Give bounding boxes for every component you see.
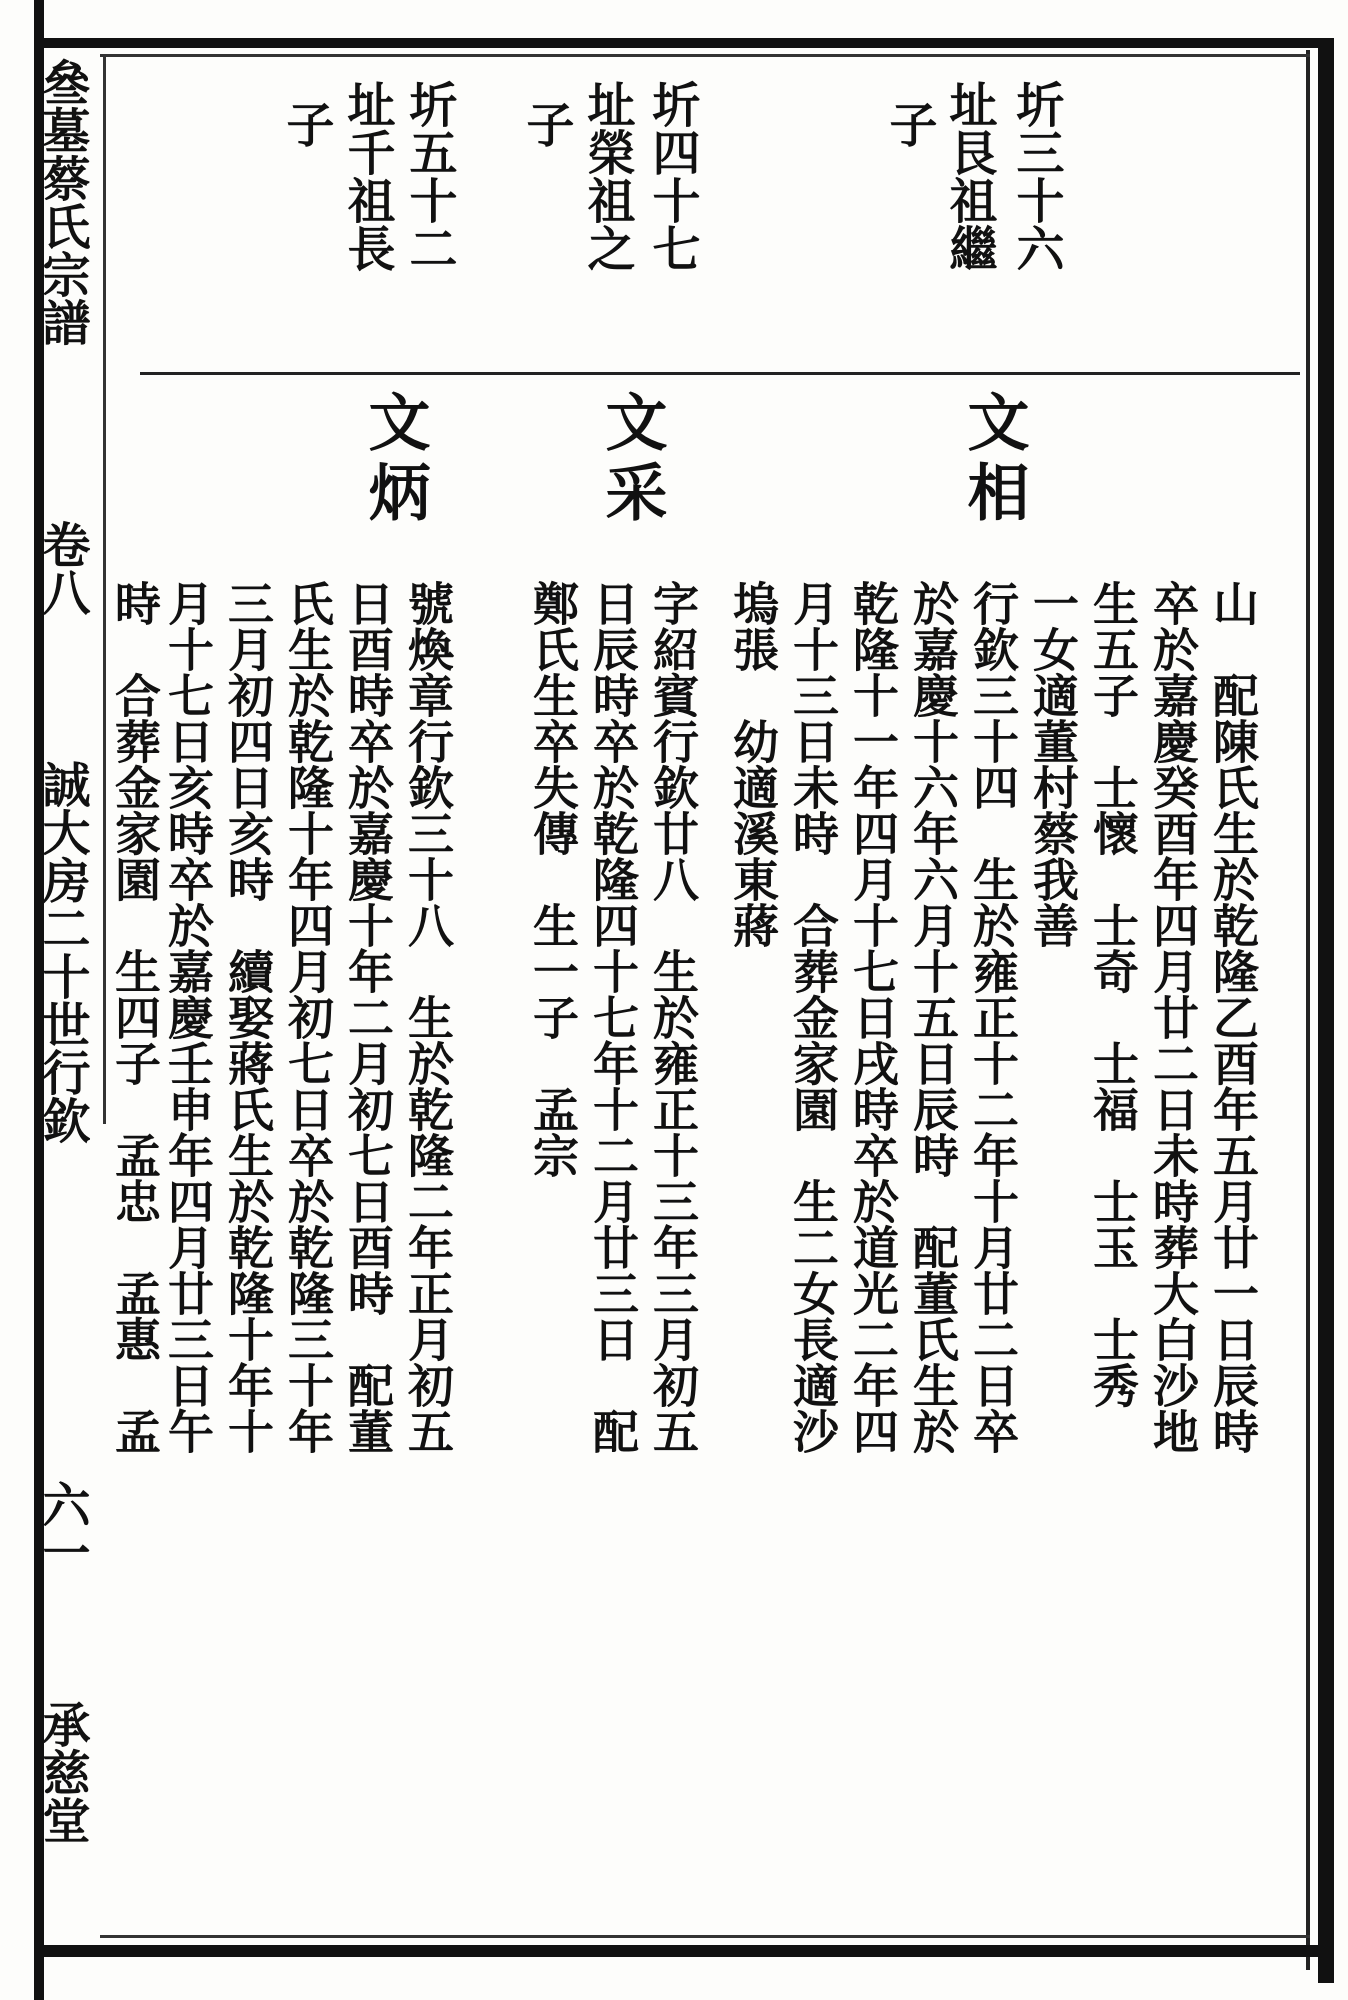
spine-title: 叄墓蔡氏宗譜 xyxy=(34,58,90,346)
entry-line: 生五子 士懷 士奇 士福 士玉 士秀 xyxy=(1086,580,1140,1408)
frame-top-inner-line xyxy=(100,54,1310,57)
spine-page-number: 六一 xyxy=(34,1480,90,1576)
entry-name-wencai: 文采 xyxy=(595,390,668,530)
entry-line: 字紹賓行欽廿八 生於雍正十三年三月初五 xyxy=(646,580,700,1454)
upper-col-7: 圻五十二 xyxy=(401,80,457,272)
frame-bottom-border xyxy=(40,1945,1330,1957)
entry-line: 塢張 幼適溪東蔣 xyxy=(726,580,780,948)
entry-line: 行欽三十四 生於雍正十二年十月廿二日卒 xyxy=(966,580,1020,1454)
entry-line: 於嘉慶十六年六月十五日辰時 配董氏生於 xyxy=(906,580,960,1454)
spine-volume: 卷八 xyxy=(34,520,90,616)
frame-top-border xyxy=(40,38,1330,48)
upper-band-divider xyxy=(140,372,1300,375)
entry-line: 鄭氏生卒失傳 生一子 孟宗 xyxy=(526,580,580,1178)
upper-col-3: 子 xyxy=(881,100,937,148)
entry-line: 號煥章行欽三十八 生於乾隆二年正月初五 xyxy=(401,580,455,1454)
entry-line: 月十七日亥時卒於嘉慶壬申年四月廿三日午 xyxy=(161,580,215,1454)
entry-line: 月十三日未時 合葬金家園 生二女長適沙 xyxy=(786,580,840,1454)
spine-divider xyxy=(103,54,106,1124)
upper-col-9: 子 xyxy=(278,100,334,148)
spine-branch: 誠大房二十世行欽 xyxy=(34,760,90,1144)
upper-col-4: 圻四十七 xyxy=(644,80,700,272)
upper-col-8: 址千祖長 xyxy=(339,80,395,272)
entry-line: 日辰時卒於乾隆四十七年十二月廿三日 配 xyxy=(586,580,640,1454)
spine-hall-name: 承慈堂 xyxy=(34,1700,90,1844)
entry-line: 氏生於乾隆十年四月初七日卒於乾隆三十年 xyxy=(281,580,335,1454)
entry-name-wenbing: 文炳 xyxy=(358,390,431,530)
entry-line: 卒於嘉慶癸酉年四月廿二日未時葬大白沙地 xyxy=(1146,580,1200,1454)
entry-line: 日酉時卒於嘉慶十年二月初七日酉時 配董 xyxy=(341,580,395,1454)
entry-name-wenxiang: 文相 xyxy=(957,390,1030,530)
entry-line: 三月初四日亥時 續娶蔣氏生於乾隆十年十 xyxy=(221,580,275,1454)
upper-col-2: 址艮祖繼 xyxy=(941,80,997,272)
upper-col-6: 子 xyxy=(518,100,574,148)
frame-bottom-inner-line xyxy=(100,1935,1310,1938)
entry-line: 一女適董村蔡我善 xyxy=(1026,580,1080,948)
entry-line: 山 配陳氏生於乾隆乙酉年五月廿一日辰時 xyxy=(1206,580,1260,1454)
upper-col-1: 圻三十六 xyxy=(1008,80,1064,272)
entry-line: 乾隆十一年四月十七日戌時卒於道光二年四 xyxy=(846,580,900,1454)
upper-col-5: 址榮祖之 xyxy=(579,80,635,272)
frame-right-border xyxy=(1318,38,1334,1983)
frame-right-inner-line xyxy=(1306,50,1310,1970)
entry-line: 時 合葬金家園 生四子 孟忠 孟惠 孟 xyxy=(108,580,162,1454)
